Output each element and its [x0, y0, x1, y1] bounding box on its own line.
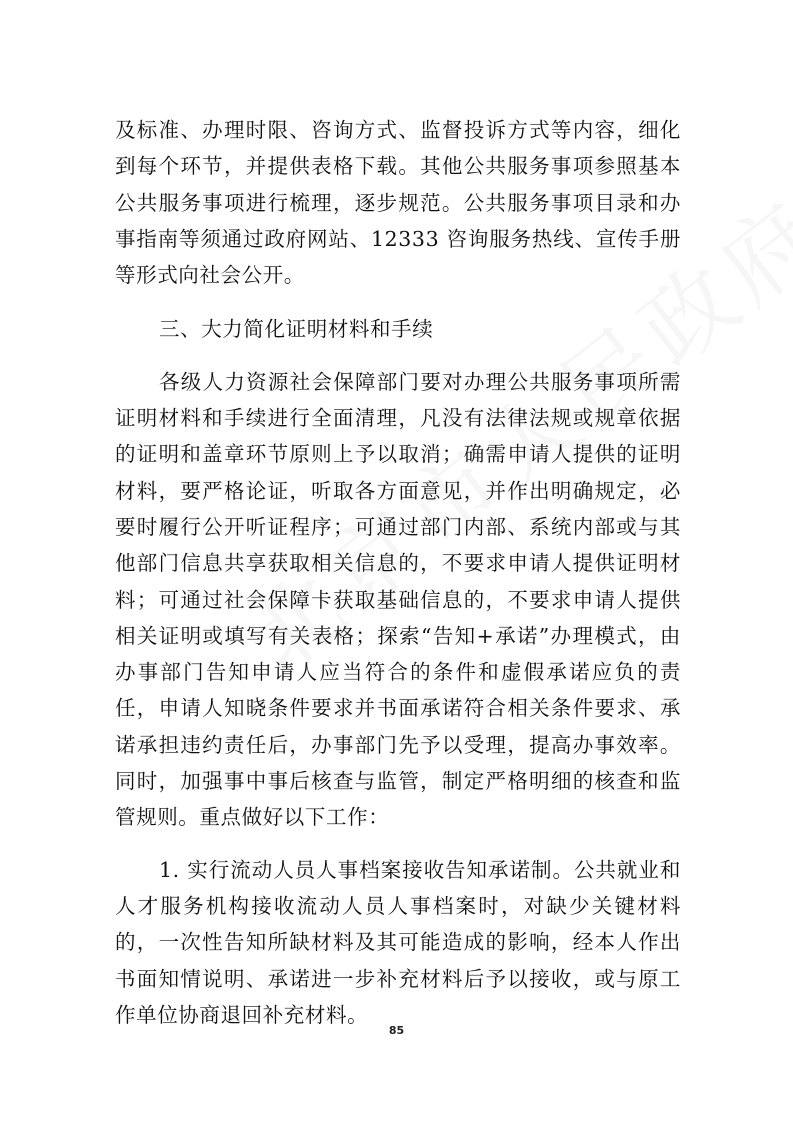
document-body — [115, 112, 681, 1033]
paragraph-simplify-materials: 各级人力资源社会保障部门要对办理公共服务事项所需证明材料和手续进行全面清理，凡没有法律法规或规章依据的证明和盖章环节原则上予以取消；确需申请人提供的证明材料，要严格论证，听取各方面意见，并作出明确规定，必要时履行公开听证程序；可通过部门内部、系统内部或与其他部门信息共享获取相关信息的，不要求申请人提供证明材料；可通过社会保障卡获取基础信息的，不要求申请人提供相关证明或填写有关表格；探索“告知+承诺”办理模式，由办事部门告知申请人应当符合的条件和虚假承诺应负的责任，申请人知晓条件要求并书面承诺符合相关条件要求、承诺承担违约责任后，办事部门先予以受理，提高办事效率。同时，加强事中事后核查与监管，制定严格明细的核查和监管规则。重点做好以下工作： — [115, 369, 681, 830]
section-heading-simplify-materials: 三、大力简化证明材料和手续 — [159, 317, 434, 342]
page-number: 85 — [388, 1024, 405, 1037]
paragraph-item-1-archives: 1. 实行流动人员人事档案接收告知承诺制。公共就业和人才服务机构接收流动人员人事档案时，对缺少关键材料的，一次性告知所缺材料及其可能造成的影响，经本人作出书面知情说明、承诺进一步补充材料后予以接收，或与原工作单位协商退回补充材料。 — [115, 857, 681, 1027]
paragraph-service-guide: 及标准、办理时限、咨询方式、监督投诉方式等内容，细化到每个环节，并提供表格下载。其他公共服务事项参照基本公共服务事项进行梳理，逐步规范。公共服务事项目录和办事指南等须通过政府网站、12333 咨询服务热线、宣传手册等形式向社会公开。 — [115, 118, 681, 288]
